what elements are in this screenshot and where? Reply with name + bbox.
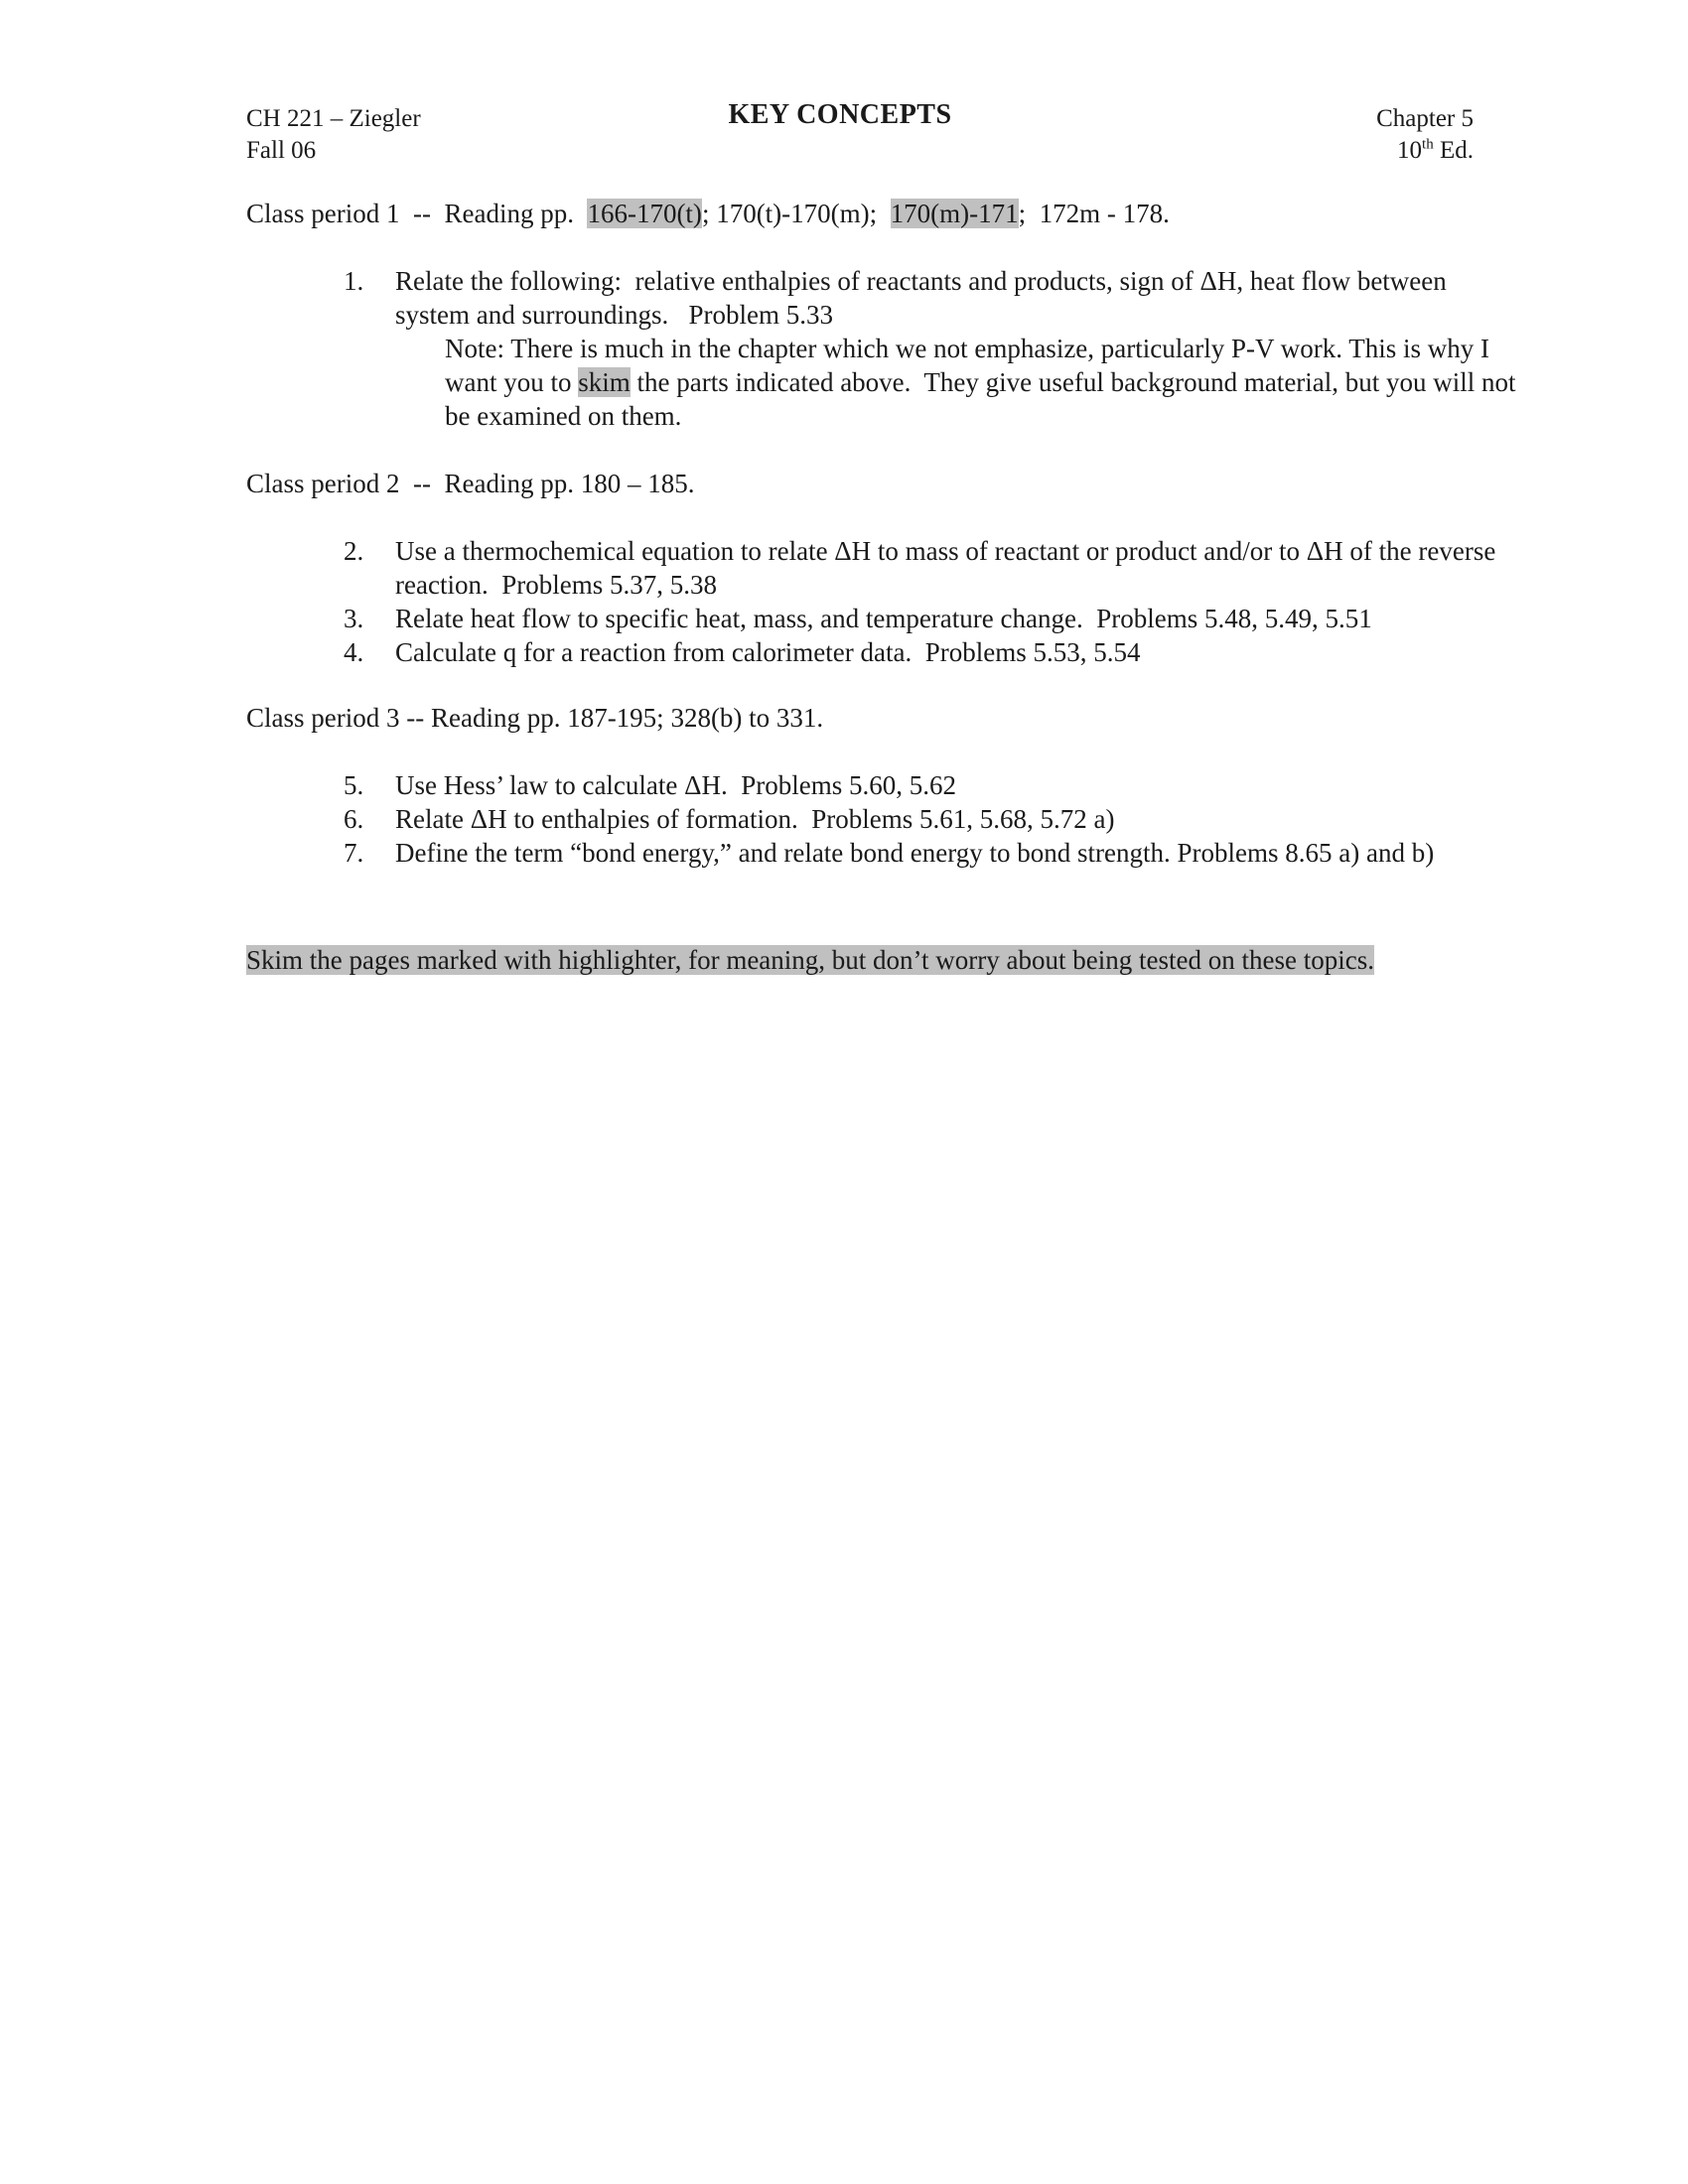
footer-note <box>246 943 1374 977</box>
class-period-3-heading <box>246 701 823 735</box>
objective-item <box>344 602 1525 635</box>
period-label: Class period 3 -- Reading pp. 187-195; 328(b) to 331. <box>246 703 824 733</box>
item-text: Relate the following: relative enthalpies of reactants and products, sign of ΔH, heat flow between system and surroundings. Problem 5.33 <box>395 266 1454 330</box>
term-label: Fall 06 <box>246 137 317 164</box>
item-text: Use a thermochemical equation to relate ΔH to mass of reactant or product and/or to ΔH of the reverse reaction. Problems 5.37, 5.38 <box>395 536 1503 600</box>
objective-item <box>344 264 1525 332</box>
header-right <box>1376 103 1474 167</box>
objective-item <box>344 534 1525 602</box>
highlighted-footer-text: Skim the pages marked with highlighter, for meaning, but don’t worry about being tested on these topics. <box>246 945 1374 975</box>
item-number: 2. <box>344 536 364 566</box>
item-number: 3. <box>344 604 364 633</box>
note-text: Note: There is much in the chapter which we not emphasize, particularly P-V work. This is why I want you to <box>445 334 1489 397</box>
page-range: ; 170(t)-170(m); <box>701 199 891 228</box>
objectives-list-period-1 <box>344 264 1525 433</box>
item-number: 6. <box>344 804 364 834</box>
edition-label <box>1376 135 1474 167</box>
item-text: Use Hess’ law to calculate ΔH. Problems 5.60, 5.62 <box>395 770 956 800</box>
period-label: Class period 2 -- Reading pp. 180 – 185. <box>246 469 695 498</box>
item-text: Relate heat flow to specific heat, mass, and temperature change. Problems 5.48, 5.49, 5.51 <box>395 604 1372 633</box>
objective-item <box>344 768 1525 802</box>
item-number: 1. <box>344 266 364 296</box>
page-title: KEY CONCEPTS <box>728 99 952 130</box>
edition-number: 10 <box>1397 137 1423 164</box>
highlighted-pages: 166-170(t) <box>587 199 702 228</box>
item-number: 5. <box>344 770 364 800</box>
highlighted-word: skim <box>578 367 631 397</box>
edition-text: Ed. <box>1433 137 1474 164</box>
note-text: the parts indicated above. They give useful background material, but you will not be examined on them. <box>445 367 1523 431</box>
class-period-2-heading <box>246 467 694 500</box>
item-text: Relate ΔH to enthalpies of formation. Problems 5.61, 5.68, 5.72 a) <box>395 804 1115 834</box>
item-text: Calculate q for a reaction from calorimeter data. Problems 5.53, 5.54 <box>395 637 1141 667</box>
item-number: 7. <box>344 838 364 868</box>
objectives-list-period-3 <box>344 768 1525 870</box>
page-range: ; 172m - 178. <box>1018 199 1170 228</box>
course-label: CH 221 – Ziegler <box>246 105 421 132</box>
class-period-1-heading <box>246 197 1170 230</box>
objective-item <box>344 836 1525 870</box>
highlighted-pages: 170(m)-171 <box>890 199 1019 228</box>
note-paragraph <box>344 332 1537 433</box>
objectives-list-period-2 <box>344 534 1525 669</box>
objective-item <box>344 635 1525 669</box>
edition-suffix: th <box>1422 136 1434 153</box>
item-text: Define the term “bond energy,” and relate bond energy to bond strength. Problems 8.65 a) and b) <box>395 838 1435 868</box>
objective-item <box>344 802 1525 836</box>
period-label: Class period 1 -- Reading pp. <box>246 199 588 228</box>
chapter-label: Chapter 5 <box>1376 105 1474 132</box>
item-number: 4. <box>344 637 364 667</box>
